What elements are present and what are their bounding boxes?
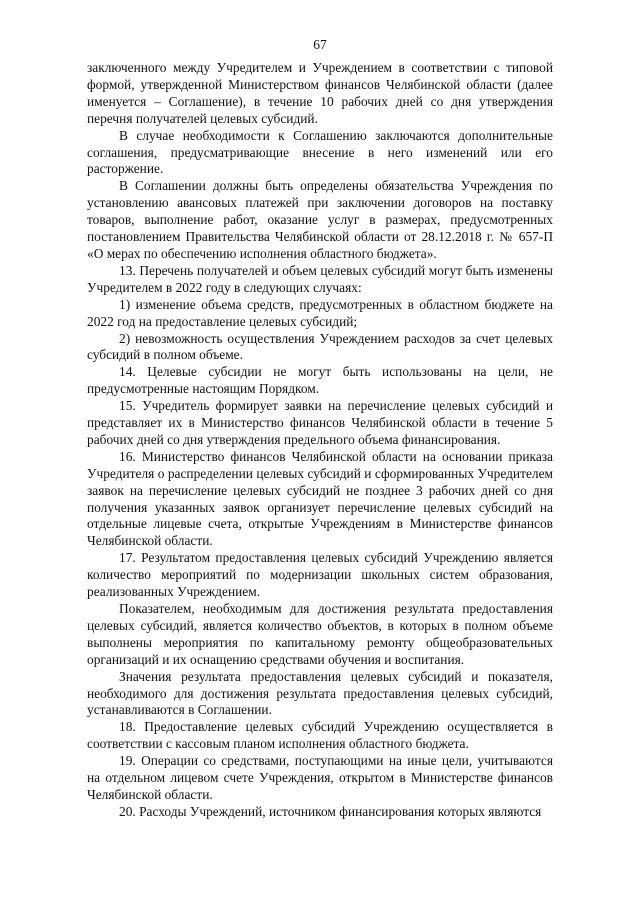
paragraph-16: 16. Министерство финансов Челябинской области на основании приказа Учредителя о распределении целевых субсидий и сформированных Учредителем заявок на перечисление целевых субсидий не позднее 3 рабочих дней со дня получения указанных заявок организует перечисление целевых субсидий на отдельные лицевые счета, открытые Учреждениям в Министерстве финансов Челябинской области. [87,448,553,549]
page-number: 67 [313,37,327,52]
paragraph-19: 19. Операции со средствами, поступающими на иные цели, учитываются на отдельном лицевом счете Учреждения, открытом в Министерстве финансов Челябинской области. [87,753,553,802]
paragraph-additional-agreements: В случае необходимости к Соглашению заключаются дополнительные соглашения, предусматривающие внесение в него изменений или его расторжение. [87,127,553,177]
paragraph-14: 14. Целевые субсидии не могут быть использованы на цели, не предусмотренные настоящим Порядком. [87,364,553,397]
paragraph-20: 20. Расходы Учреждений, источником финансирования которых являются [119,803,542,819]
paragraph-17: 17. Результатом предоставления целевых субсидий Учреждению является количество мероприятий по модернизации школьных систем образования, реализованных Учреждением. [87,550,553,600]
paragraph-18: 18. Предоставление целевых субсидий Учреждению осуществляется в соответствии с кассовым планом исполнения областного бюджета. [87,719,553,752]
paragraph-indicator: Показателем, необходимым для достижения результата предоставления целевых субсидий, является количество объектов, в которых в полном объеме выполнены мероприятия по капитальному ремонту общеобразовательных организаций и их оснащению средствами обучения и воспитания. [87,601,553,667]
paragraph-13: 13. Перечень получателей и объем целевых субсидий могут быть изменены Учредителем в 2022 году в следующих случаях: [87,262,553,295]
document-body [87,60,553,821]
paragraph-advance-payments: В Соглашении должны быть определены обязательства Учреждения по установлению авансовых платежей при заключении договоров на поставку товаров, выполнение работ, оказание услуг в размерах, предусмотренных постановлением Правительства Челябинской области от 28.12.2018 г. № 657-П «О мерах по обеспечению исполнения областного бюджета». [87,178,553,261]
paragraph-13-item-2: 2) невозможность осуществления Учреждением расходов за счет целевых субсидий в полном объеме. [87,330,553,363]
paragraph-13-item-1: 1) изменение объема средств, предусмотренных в областном бюджете на 2022 год на предоставление целевых субсидий; [87,296,553,329]
paragraph-15: 15. Учредитель формирует заявки на перечисление целевых субсидий и представляет их в Министерство финансов Челябинской области в течение 5 рабочих дней со дня утверждения предельного объема финансирования. [87,398,553,447]
paragraph-values: Значения результата предоставления целевых субсидий и показателя, необходимого для достижения результата предоставления целевых субсидий, устанавливаются в Соглашении. [87,668,553,718]
paragraph-continuation: заключенного между Учредителем и Учреждением в соответствии с типовой формой, утвержденной Министерством финансов Челябинской области (далее именуется – Соглашение), в течение 10 рабочих дней со дня утверждения перечня получателей целевых субсидий. [87,60,553,126]
